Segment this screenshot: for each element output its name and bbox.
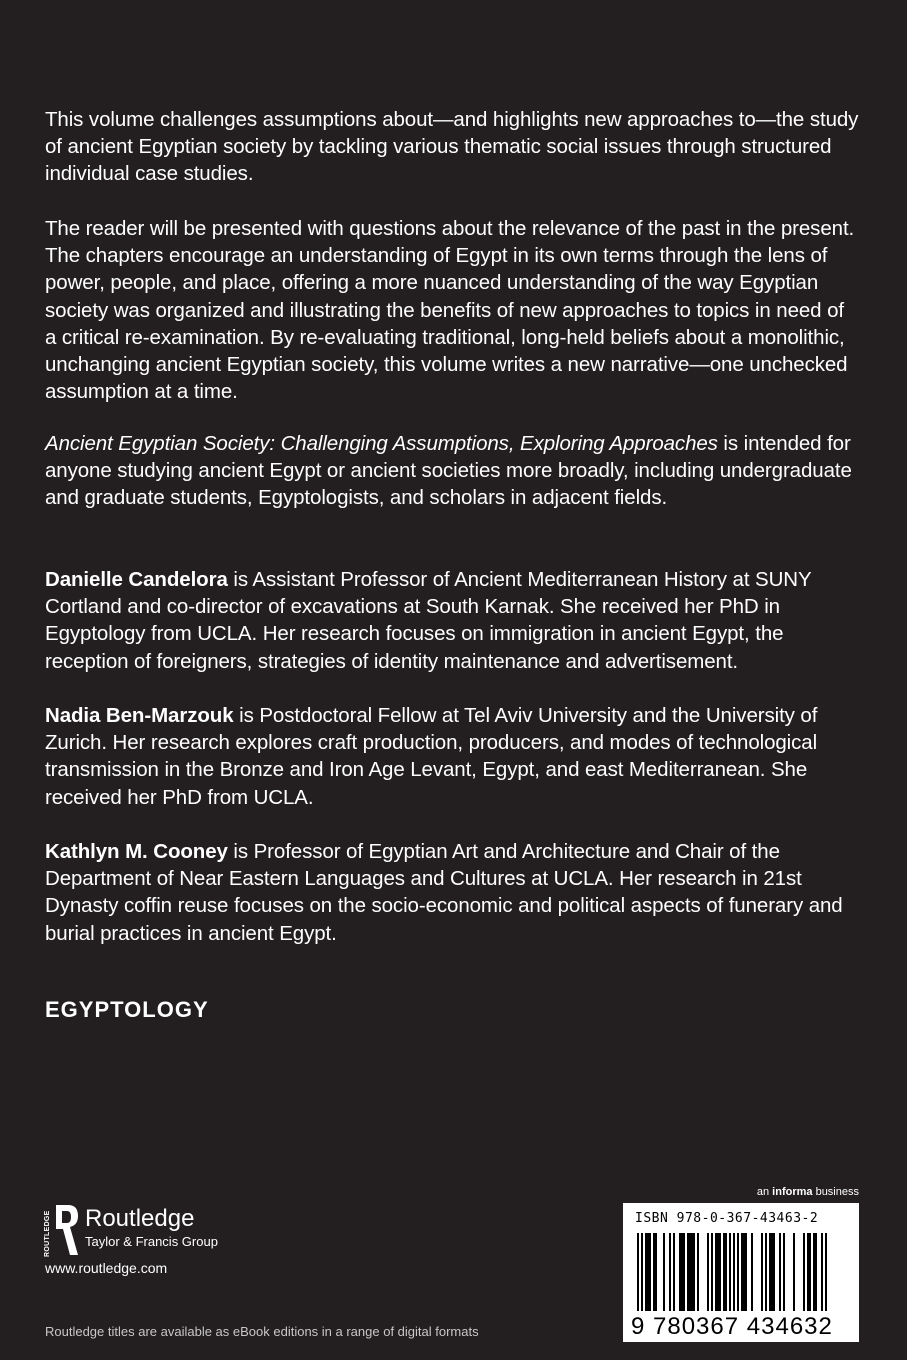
barcode-bar [733,1233,735,1311]
author-bio-text: is Assistant Professor of Ancient Mediterranean History at SUNY Cortland and co-director of excavations at South Karnak. She received her PhD in Egyptology from UCLA. Her research focuses on immigration in ancient Egypt, the reception of foreigners, strategies of identity maintenance and advertisement. [45,568,812,673]
barcode-bar [825,1233,827,1311]
barcode-bar [711,1233,713,1311]
barcode-bar [741,1233,743,1311]
barcode-bar [707,1233,709,1311]
barcode-bar [649,1233,651,1311]
barcode-bar [637,1233,639,1311]
barcode-bar [729,1233,731,1311]
publisher-logo-block [40,1203,240,1259]
barcode-bar [761,1233,763,1311]
author-bio-2 [45,702,860,811]
barcode-bar [765,1233,767,1311]
barcode-bar [645,1233,647,1311]
publisher-group: Taylor & Francis Group [85,1234,218,1249]
author-bio-text: is Postdoctoral Fellow at Tel Aviv University and the University of Zurich. Her research explores craft production, producers, and modes of technological transmission in the Bronze and Iron Age Levant, Egypt, and east Mediterranean. She received her PhD from UCLA. [45,704,818,809]
barcode-bar [663,1233,665,1311]
blurb-paragraph-1: This volume challenges assumptions about—and highlights new approaches to—the study of ancient Egyptian society by tackling various thematic social issues through structured individual case studies. [45,108,859,186]
ebook-note: Routledge titles are available as eBook editions in a range of digital formats [45,1324,479,1339]
barcode-bar [809,1233,811,1311]
barcode-bar [647,1233,649,1311]
logo-vertical-text: ROUTLEDGE [44,1210,51,1257]
blurb-paragraph-3-text: is intended for anyone studying ancient Egypt or ancient societies more broadly, including undergraduate and graduate students, Egyptologists, and scholars in adjacent fields. [45,432,852,510]
barcode-bar [669,1233,671,1311]
barcode-bar [783,1233,785,1311]
blurb-paragraph-2: The reader will be presented with questions about the relevance of the past in the present. The chapters encourage an understanding of Egypt in its own terms through the lens of power, people, and place, offering a more nuanced understanding of the way Egyptian society was organized and illustrating the benefits of new approaches to topics in need of a critical re-examination. By re-evaluating traditional, long-held beliefs about a monolithic, unchanging ancient Egyptian society, this volume writes a new narrative—one unchecked assumption at a time. [45,217,855,404]
routledge-logo-icon [40,1203,80,1257]
book-title-italic: Ancient Egyptian Society: Challenging Assumptions, Exploring Approaches [45,432,718,455]
barcode-bar [771,1233,773,1311]
barcode-bar [793,1233,795,1311]
barcode-bar [803,1233,805,1311]
barcode-bar [725,1233,727,1311]
barcode-bar [693,1233,695,1311]
publisher-website: www.routledge.com [45,1260,168,1276]
barcode-bar [745,1233,747,1311]
barcode-bar [689,1233,691,1311]
barcode-bar [821,1233,823,1311]
barcode-bar [737,1233,739,1311]
barcode-bar [653,1233,655,1311]
isbn-number: 9 780367 434632 [631,1313,833,1340]
blurb-paragraph-3 [45,430,860,512]
barcode-bar [807,1233,809,1311]
subject-category: EGYPTOLOGY [45,997,209,1022]
barcode-bar [673,1233,675,1311]
barcode-bar [719,1233,721,1311]
publisher-name: Routledge [85,1205,195,1232]
barcode-bar [743,1233,745,1311]
author-name: Kathlyn M. Cooney [45,840,228,863]
barcode-bar [641,1233,643,1311]
author-name: Nadia Ben-Marzouk [45,704,234,727]
barcode-bar [773,1233,775,1311]
barcode-bar [715,1233,717,1311]
barcode-bar [679,1233,681,1311]
barcode-bar [697,1233,699,1311]
barcode-bar [681,1233,683,1311]
barcode-bars [637,1233,849,1313]
informa-suffix: business [812,1186,859,1198]
informa-prefix: an [756,1186,773,1198]
author-bio-3 [45,838,860,947]
barcode-bar [723,1233,725,1311]
informa-brand: informa [772,1186,813,1198]
author-bio-text: is Professor of Egyptian Art and Architecture and Chair of the Department of Near Eastern Languages and Cultures at UCLA. Her research in 21st Dynasty coffin reuse focuses on the socio-economic and political aspects of funerary and burial practices in ancient Egypt. [45,840,843,945]
author-bio-1 [45,566,860,675]
barcode-bar [813,1233,815,1311]
author-name: Danielle Candelora [45,568,228,591]
isbn-barcode [623,1203,859,1342]
barcode-bar [717,1233,719,1311]
barcode-bar [779,1233,781,1311]
barcode-bar [751,1233,753,1311]
barcode-bar [655,1233,657,1311]
isbn-label: ISBN 978-0-367-43463-2 [635,1211,819,1226]
barcode-bar [691,1233,693,1311]
barcode-bar [769,1233,771,1311]
barcode-bar [815,1233,817,1311]
informa-tagline [757,1186,859,1198]
barcode-bar [687,1233,689,1311]
barcode-bar [683,1233,685,1311]
